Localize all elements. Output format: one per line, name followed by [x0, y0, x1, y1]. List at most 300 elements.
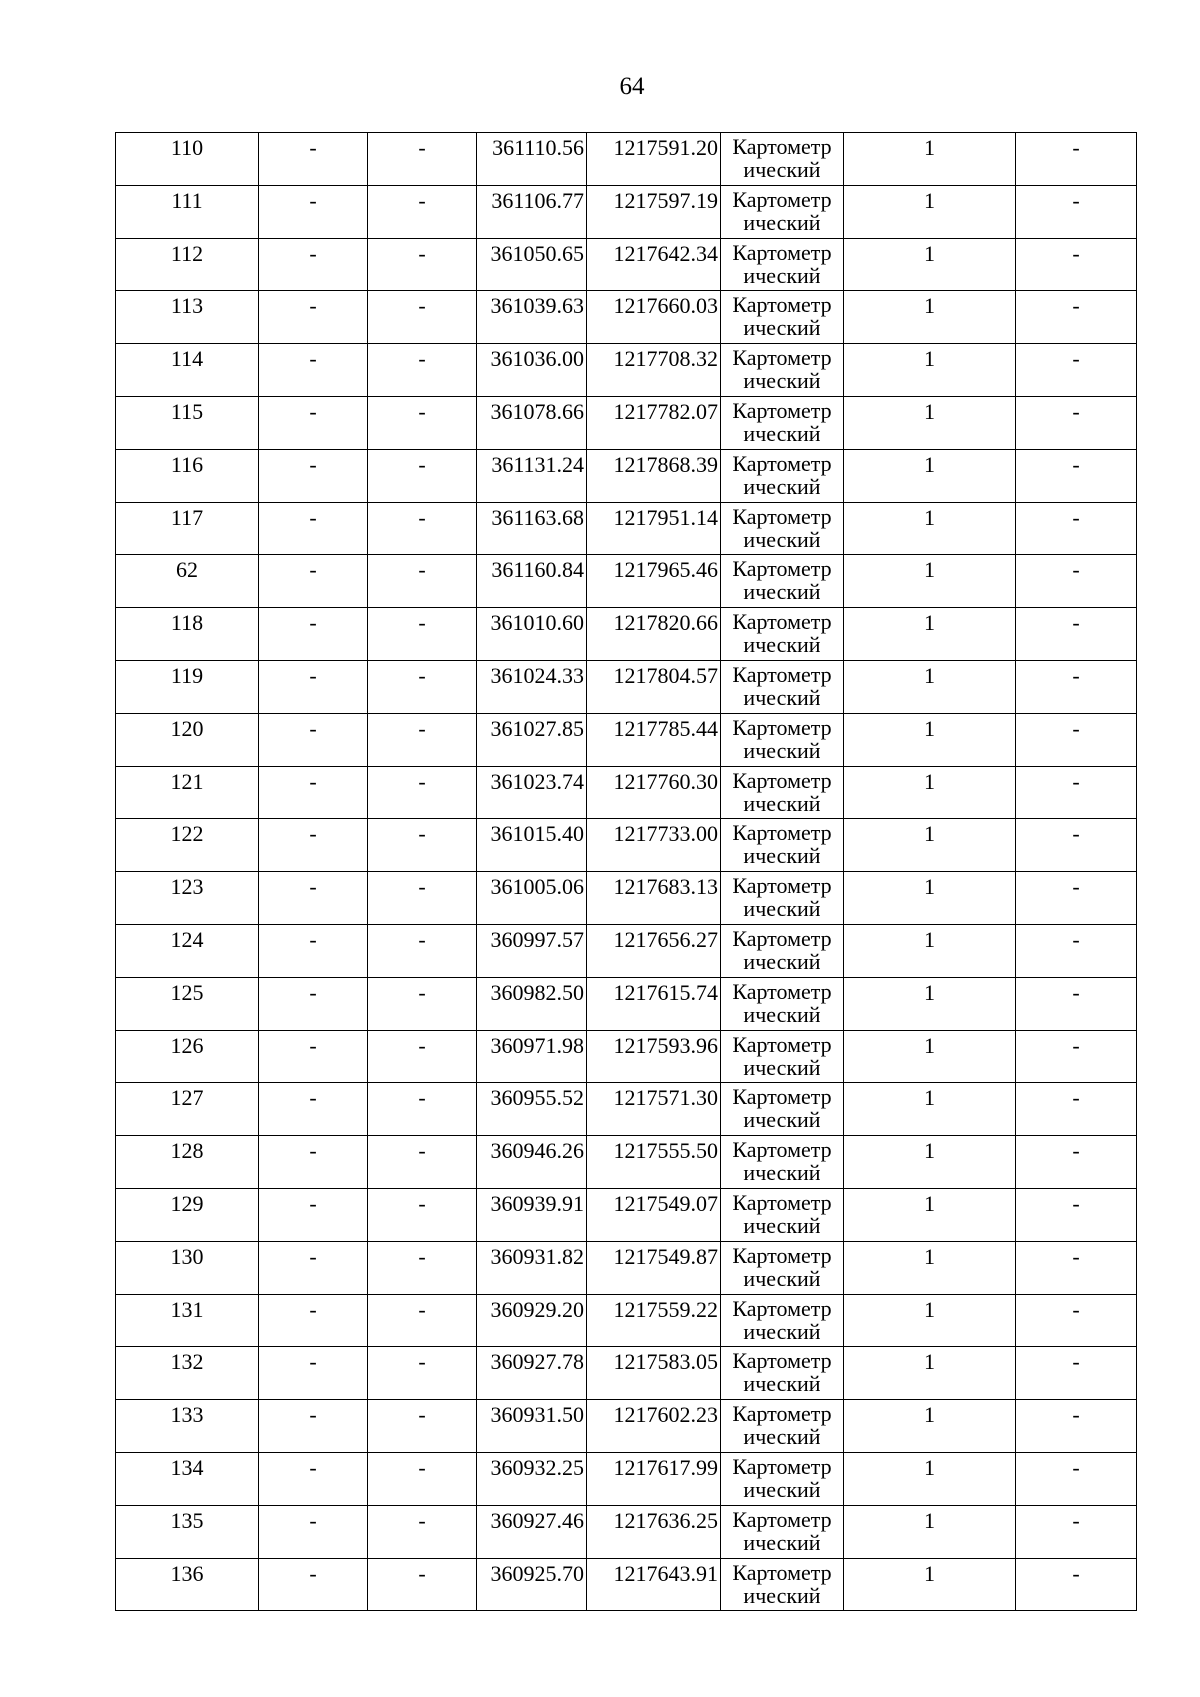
note-cell: -	[1016, 819, 1137, 872]
coordinates-table	[115, 132, 1137, 1611]
method-text-line: ический	[743, 1107, 821, 1133]
table-row	[116, 1452, 1137, 1505]
column-2-cell: -	[259, 1136, 368, 1189]
column-2-cell: -	[259, 1452, 368, 1505]
method-text-line: Картометр	[732, 714, 832, 740]
method-text-line: Картометр	[732, 134, 832, 159]
method-text-line: Картометр	[732, 661, 832, 687]
method-cell	[721, 449, 844, 502]
point-number-cell: 120	[116, 713, 259, 766]
note-cell: -	[1016, 660, 1137, 713]
column-3-cell: -	[368, 502, 477, 555]
accuracy-cell: 1	[844, 1188, 1016, 1241]
column-2-cell: -	[259, 1347, 368, 1400]
method-text-line: ический	[743, 368, 821, 394]
column-3-cell: -	[368, 977, 477, 1030]
note-cell: -	[1016, 344, 1137, 397]
y-coordinate-cell: 1217951.14	[587, 502, 721, 555]
x-coordinate-cell: 361131.24	[477, 449, 587, 502]
column-2-cell: -	[259, 1188, 368, 1241]
column-3-cell: -	[368, 872, 477, 925]
x-coordinate-cell: 361106.77	[477, 185, 587, 238]
y-coordinate-cell: 1217820.66	[587, 608, 721, 661]
column-2-cell: -	[259, 766, 368, 819]
method-text-line: Картометр	[732, 1084, 832, 1110]
y-coordinate-cell: 1217549.07	[587, 1188, 721, 1241]
note-cell: -	[1016, 924, 1137, 977]
column-2-cell: -	[259, 1400, 368, 1453]
method-cell	[721, 185, 844, 238]
method-cell	[721, 238, 844, 291]
y-coordinate-cell: 1217656.27	[587, 924, 721, 977]
table-row	[116, 449, 1137, 502]
accuracy-cell: 1	[844, 502, 1016, 555]
column-2-cell: -	[259, 1241, 368, 1294]
y-coordinate-cell: 1217615.74	[587, 977, 721, 1030]
accuracy-cell: 1	[844, 291, 1016, 344]
y-coordinate-cell: 1217555.50	[587, 1136, 721, 1189]
x-coordinate-cell: 361163.68	[477, 502, 587, 555]
method-cell	[721, 1083, 844, 1136]
x-coordinate-cell: 360929.20	[477, 1294, 587, 1347]
method-text-line: ический	[743, 262, 821, 288]
accuracy-cell: 1	[844, 924, 1016, 977]
point-number-cell: 116	[116, 449, 259, 502]
table-row	[116, 1083, 1137, 1136]
table-row	[116, 977, 1137, 1030]
method-cell	[721, 502, 844, 555]
x-coordinate-cell: 361050.65	[477, 238, 587, 291]
accuracy-cell: 1	[844, 766, 1016, 819]
method-text-line: ический	[743, 1371, 821, 1397]
method-cell	[721, 1030, 844, 1083]
x-coordinate-cell: 361010.60	[477, 608, 587, 661]
x-coordinate-cell: 361039.63	[477, 291, 587, 344]
point-number-cell: 119	[116, 660, 259, 713]
column-2-cell: -	[259, 924, 368, 977]
accuracy-cell: 1	[844, 1136, 1016, 1189]
note-cell: -	[1016, 502, 1137, 555]
point-number-cell: 62	[116, 555, 259, 608]
method-cell	[721, 977, 844, 1030]
method-text-line: ический	[743, 209, 821, 235]
method-text-line: Картометр	[732, 978, 832, 1004]
x-coordinate-cell: 361078.66	[477, 396, 587, 449]
x-coordinate-cell: 361160.84	[477, 555, 587, 608]
table-row	[116, 1347, 1137, 1400]
table-row	[116, 502, 1137, 555]
column-2-cell: -	[259, 1083, 368, 1136]
method-cell	[721, 608, 844, 661]
column-3-cell: -	[368, 1505, 477, 1558]
method-cell	[721, 555, 844, 608]
y-coordinate-cell: 1217733.00	[587, 819, 721, 872]
method-text-line: ический	[743, 526, 821, 552]
column-2-cell: -	[259, 1505, 368, 1558]
method-text-line: Картометр	[732, 556, 832, 582]
column-3-cell: -	[368, 449, 477, 502]
column-2-cell: -	[259, 555, 368, 608]
method-text-line: Картометр	[732, 1559, 832, 1585]
column-2-cell: -	[259, 502, 368, 555]
x-coordinate-cell: 361024.33	[477, 660, 587, 713]
x-coordinate-cell: 360927.78	[477, 1347, 587, 1400]
column-2-cell: -	[259, 291, 368, 344]
method-cell	[721, 344, 844, 397]
method-text-line: Картометр	[732, 1295, 832, 1321]
point-number-cell: 110	[116, 133, 259, 186]
x-coordinate-cell: 360931.50	[477, 1400, 587, 1453]
y-coordinate-cell: 1217636.25	[587, 1505, 721, 1558]
method-text-line: ический	[743, 1318, 821, 1344]
table-row	[116, 396, 1137, 449]
method-cell	[721, 291, 844, 344]
column-2-cell: -	[259, 1558, 368, 1611]
method-cell	[721, 1558, 844, 1611]
x-coordinate-cell: 361023.74	[477, 766, 587, 819]
column-2-cell: -	[259, 977, 368, 1030]
x-coordinate-cell: 360925.70	[477, 1558, 587, 1611]
method-cell	[721, 1136, 844, 1189]
table-row	[116, 1030, 1137, 1083]
method-text-line: ический	[743, 790, 821, 816]
x-coordinate-cell: 360997.57	[477, 924, 587, 977]
table-row	[116, 1241, 1137, 1294]
column-2-cell: -	[259, 396, 368, 449]
accuracy-cell: 1	[844, 660, 1016, 713]
column-3-cell: -	[368, 1294, 477, 1347]
method-text-line: ический	[743, 948, 821, 974]
note-cell: -	[1016, 238, 1137, 291]
method-cell	[721, 1188, 844, 1241]
column-2-cell: -	[259, 1294, 368, 1347]
note-cell: -	[1016, 713, 1137, 766]
table-row	[116, 1505, 1137, 1558]
note-cell: -	[1016, 396, 1137, 449]
y-coordinate-cell: 1217591.20	[587, 133, 721, 186]
point-number-cell: 124	[116, 924, 259, 977]
table-row	[116, 924, 1137, 977]
x-coordinate-cell: 360939.91	[477, 1188, 587, 1241]
method-text-line: Картометр	[732, 1189, 832, 1215]
note-cell: -	[1016, 1241, 1137, 1294]
y-coordinate-cell: 1217660.03	[587, 291, 721, 344]
method-cell	[721, 1294, 844, 1347]
method-text-line: ический	[743, 1529, 821, 1555]
method-text-line: ический	[743, 1054, 821, 1080]
method-text-line: ический	[743, 1582, 821, 1608]
method-text-line: Картометр	[732, 450, 832, 476]
method-text-line: Картометр	[732, 767, 832, 793]
accuracy-cell: 1	[844, 396, 1016, 449]
note-cell: -	[1016, 1505, 1137, 1558]
column-3-cell: -	[368, 1452, 477, 1505]
column-2-cell: -	[259, 819, 368, 872]
method-text-line: Картометр	[732, 1137, 832, 1163]
note-cell: -	[1016, 1558, 1137, 1611]
note-cell: -	[1016, 1030, 1137, 1083]
method-cell	[721, 924, 844, 977]
x-coordinate-cell: 360931.82	[477, 1241, 587, 1294]
method-text-line: ический	[743, 737, 821, 763]
column-2-cell: -	[259, 133, 368, 186]
column-3-cell: -	[368, 1241, 477, 1294]
column-2-cell: -	[259, 344, 368, 397]
column-2-cell: -	[259, 713, 368, 766]
method-cell	[721, 1241, 844, 1294]
table-row	[116, 872, 1137, 925]
y-coordinate-cell: 1217617.99	[587, 1452, 721, 1505]
table-row	[116, 185, 1137, 238]
column-3-cell: -	[368, 133, 477, 186]
note-cell: -	[1016, 1347, 1137, 1400]
accuracy-cell: 1	[844, 1505, 1016, 1558]
method-text-line: Картометр	[732, 1031, 832, 1057]
method-text-line: Картометр	[732, 1242, 832, 1268]
point-number-cell: 129	[116, 1188, 259, 1241]
column-2-cell: -	[259, 872, 368, 925]
method-text-line: Картометр	[732, 1506, 832, 1532]
column-3-cell: -	[368, 1400, 477, 1453]
table-row	[116, 660, 1137, 713]
method-text-line: ический	[743, 632, 821, 658]
point-number-cell: 111	[116, 185, 259, 238]
table-row	[116, 1558, 1137, 1611]
column-2-cell: -	[259, 185, 368, 238]
column-3-cell: -	[368, 1083, 477, 1136]
point-number-cell: 115	[116, 396, 259, 449]
table-row	[116, 713, 1137, 766]
x-coordinate-cell: 361110.56	[477, 133, 587, 186]
point-number-cell: 121	[116, 766, 259, 819]
point-number-cell: 113	[116, 291, 259, 344]
method-text-line: Картометр	[732, 609, 832, 635]
method-text-line: ический	[743, 1424, 821, 1450]
method-text-line: Картометр	[732, 1453, 832, 1479]
accuracy-cell: 1	[844, 1347, 1016, 1400]
method-text-line: ический	[743, 315, 821, 341]
column-3-cell: -	[368, 819, 477, 872]
note-cell: -	[1016, 555, 1137, 608]
column-3-cell: -	[368, 396, 477, 449]
column-2-cell: -	[259, 660, 368, 713]
column-3-cell: -	[368, 713, 477, 766]
point-number-cell: 126	[116, 1030, 259, 1083]
method-cell	[721, 1452, 844, 1505]
point-number-cell: 122	[116, 819, 259, 872]
method-cell	[721, 133, 844, 186]
table-row	[116, 766, 1137, 819]
column-3-cell: -	[368, 608, 477, 661]
method-text-line: ический	[743, 579, 821, 605]
method-cell	[721, 660, 844, 713]
x-coordinate-cell: 360932.25	[477, 1452, 587, 1505]
table-row	[116, 608, 1137, 661]
note-cell: -	[1016, 766, 1137, 819]
y-coordinate-cell: 1217965.46	[587, 555, 721, 608]
method-text-line: Картометр	[732, 1348, 832, 1374]
method-text-line: ический	[743, 896, 821, 922]
method-text-line: ический	[743, 1476, 821, 1502]
x-coordinate-cell: 360982.50	[477, 977, 587, 1030]
method-cell	[721, 766, 844, 819]
point-number-cell: 123	[116, 872, 259, 925]
point-number-cell: 118	[116, 608, 259, 661]
point-number-cell: 117	[116, 502, 259, 555]
method-text-line: Картометр	[732, 503, 832, 529]
y-coordinate-cell: 1217549.87	[587, 1241, 721, 1294]
column-2-cell: -	[259, 1030, 368, 1083]
column-3-cell: -	[368, 238, 477, 291]
column-3-cell: -	[368, 1030, 477, 1083]
method-text-line: ический	[743, 1212, 821, 1238]
y-coordinate-cell: 1217643.91	[587, 1558, 721, 1611]
accuracy-cell: 1	[844, 1030, 1016, 1083]
point-number-cell: 114	[116, 344, 259, 397]
method-text-line: ический	[743, 420, 821, 446]
table-row	[116, 344, 1137, 397]
method-text-line: ический	[743, 1001, 821, 1027]
method-cell	[721, 1505, 844, 1558]
method-cell	[721, 819, 844, 872]
note-cell: -	[1016, 872, 1137, 925]
note-cell: -	[1016, 608, 1137, 661]
y-coordinate-cell: 1217708.32	[587, 344, 721, 397]
column-3-cell: -	[368, 185, 477, 238]
y-coordinate-cell: 1217785.44	[587, 713, 721, 766]
point-number-cell: 131	[116, 1294, 259, 1347]
point-number-cell: 134	[116, 1452, 259, 1505]
point-number-cell: 125	[116, 977, 259, 1030]
x-coordinate-cell: 361015.40	[477, 819, 587, 872]
point-number-cell: 130	[116, 1241, 259, 1294]
point-number-cell: 132	[116, 1347, 259, 1400]
note-cell: -	[1016, 1188, 1137, 1241]
method-cell	[721, 713, 844, 766]
accuracy-cell: 1	[844, 185, 1016, 238]
method-text-line: Картометр	[732, 820, 832, 846]
method-text-line: Картометр	[732, 397, 832, 423]
y-coordinate-cell: 1217642.34	[587, 238, 721, 291]
accuracy-cell: 1	[844, 1558, 1016, 1611]
method-cell	[721, 872, 844, 925]
accuracy-cell: 1	[844, 555, 1016, 608]
point-number-cell: 127	[116, 1083, 259, 1136]
x-coordinate-cell: 360955.52	[477, 1083, 587, 1136]
y-coordinate-cell: 1217571.30	[587, 1083, 721, 1136]
note-cell: -	[1016, 977, 1137, 1030]
x-coordinate-cell: 361027.85	[477, 713, 587, 766]
y-coordinate-cell: 1217559.22	[587, 1294, 721, 1347]
table-body	[116, 133, 1137, 1611]
method-text-line: Картометр	[732, 239, 832, 265]
x-coordinate-cell: 361036.00	[477, 344, 587, 397]
y-coordinate-cell: 1217683.13	[587, 872, 721, 925]
table-row	[116, 133, 1137, 186]
x-coordinate-cell: 361005.06	[477, 872, 587, 925]
accuracy-cell: 1	[844, 872, 1016, 925]
point-number-cell: 135	[116, 1505, 259, 1558]
page-number: 64	[619, 73, 645, 100]
note-cell: -	[1016, 291, 1137, 344]
accuracy-cell: 1	[844, 1083, 1016, 1136]
note-cell: -	[1016, 449, 1137, 502]
table-row	[116, 1294, 1137, 1347]
y-coordinate-cell: 1217593.96	[587, 1030, 721, 1083]
column-3-cell: -	[368, 291, 477, 344]
table-row	[116, 238, 1137, 291]
method-text-line: Картометр	[732, 1401, 832, 1427]
note-cell: -	[1016, 1400, 1137, 1453]
column-3-cell: -	[368, 924, 477, 977]
note-cell: -	[1016, 185, 1137, 238]
y-coordinate-cell: 1217602.23	[587, 1400, 721, 1453]
method-text-line: ический	[743, 684, 821, 710]
x-coordinate-cell: 360927.46	[477, 1505, 587, 1558]
accuracy-cell: 1	[844, 713, 1016, 766]
point-number-cell: 128	[116, 1136, 259, 1189]
method-cell	[721, 396, 844, 449]
table-row	[116, 291, 1137, 344]
accuracy-cell: 1	[844, 608, 1016, 661]
y-coordinate-cell: 1217782.07	[587, 396, 721, 449]
method-text-line: ический	[743, 157, 821, 182]
column-3-cell: -	[368, 344, 477, 397]
note-cell: -	[1016, 1452, 1137, 1505]
table-row	[116, 1188, 1137, 1241]
column-3-cell: -	[368, 555, 477, 608]
point-number-cell: 136	[116, 1558, 259, 1611]
accuracy-cell: 1	[844, 977, 1016, 1030]
method-text-line: ический	[743, 1160, 821, 1186]
column-3-cell: -	[368, 1558, 477, 1611]
column-2-cell: -	[259, 238, 368, 291]
method-text-line: Картометр	[732, 925, 832, 951]
accuracy-cell: 1	[844, 1400, 1016, 1453]
x-coordinate-cell: 360971.98	[477, 1030, 587, 1083]
note-cell: -	[1016, 1136, 1137, 1189]
method-text-line: ический	[743, 1265, 821, 1291]
method-text-line: Картометр	[732, 186, 832, 212]
y-coordinate-cell: 1217583.05	[587, 1347, 721, 1400]
note-cell: -	[1016, 133, 1137, 186]
table-row	[116, 555, 1137, 608]
accuracy-cell: 1	[844, 1452, 1016, 1505]
column-3-cell: -	[368, 1347, 477, 1400]
point-number-cell: 112	[116, 238, 259, 291]
method-text-line: Картометр	[732, 873, 832, 899]
y-coordinate-cell: 1217804.57	[587, 660, 721, 713]
accuracy-cell: 1	[844, 449, 1016, 502]
x-coordinate-cell: 360946.26	[477, 1136, 587, 1189]
column-2-cell: -	[259, 449, 368, 502]
method-text-line: Картометр	[732, 292, 832, 318]
accuracy-cell: 1	[844, 133, 1016, 186]
accuracy-cell: 1	[844, 1241, 1016, 1294]
note-cell: -	[1016, 1294, 1137, 1347]
point-number-cell: 133	[116, 1400, 259, 1453]
method-text-line: ический	[743, 843, 821, 869]
y-coordinate-cell: 1217597.19	[587, 185, 721, 238]
y-coordinate-cell: 1217868.39	[587, 449, 721, 502]
y-coordinate-cell: 1217760.30	[587, 766, 721, 819]
table-row	[116, 1136, 1137, 1189]
column-3-cell: -	[368, 766, 477, 819]
column-3-cell: -	[368, 660, 477, 713]
method-text-line: Картометр	[732, 345, 832, 371]
table-row	[116, 819, 1137, 872]
note-cell: -	[1016, 1083, 1137, 1136]
